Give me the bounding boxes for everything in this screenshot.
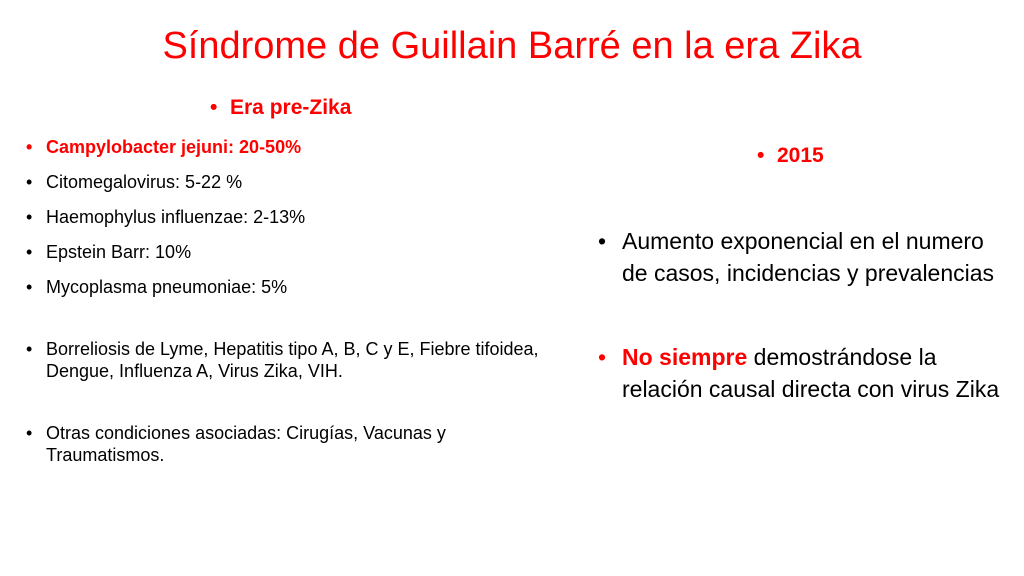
right-bullet-list bbox=[598, 225, 1008, 405]
right-list-item-increase: • Aumento exponencial en el numero de casos, incidencias y prevalencias bbox=[598, 225, 1008, 289]
left-list-item-other-conditions: • Otras condiciones asociadas: Cirugías, Vacunas y Traumatismos. bbox=[26, 422, 566, 466]
right-list-item-causality bbox=[598, 341, 1008, 405]
left-list-item-mycoplasma: • Mycoplasma pneumoniae: 5% bbox=[26, 276, 566, 298]
left-list-item-campylobacter: • Campylobacter jejuni: 20-50% bbox=[26, 136, 566, 158]
left-column-header: • Era pre-Zika bbox=[210, 94, 351, 122]
left-bullet-list bbox=[26, 136, 566, 479]
right-column-header: • 2015 bbox=[757, 142, 824, 170]
left-list-item-other-infections: • Borreliosis de Lyme, Hepatitis tipo A, B, C y E, Fiebre tifoidea, Dengue, Influenza A, Virus Zika, VIH. bbox=[26, 338, 566, 382]
slide-title: Síndrome de Guillain Barré en la era Zika bbox=[162, 25, 862, 67]
left-list-item-epstein-barr: • Epstein Barr: 10% bbox=[26, 241, 566, 263]
left-list-item-citomegalovirus: • Citomegalovirus: 5-22 % bbox=[26, 171, 566, 193]
no-siempre-emphasis: No siempre bbox=[622, 344, 748, 370]
left-list-item-haemophylus: • Haemophylus influenzae: 2-13% bbox=[26, 206, 566, 228]
causality-text: demostrándose la relación causal directa con virus Zika bbox=[622, 344, 1000, 402]
